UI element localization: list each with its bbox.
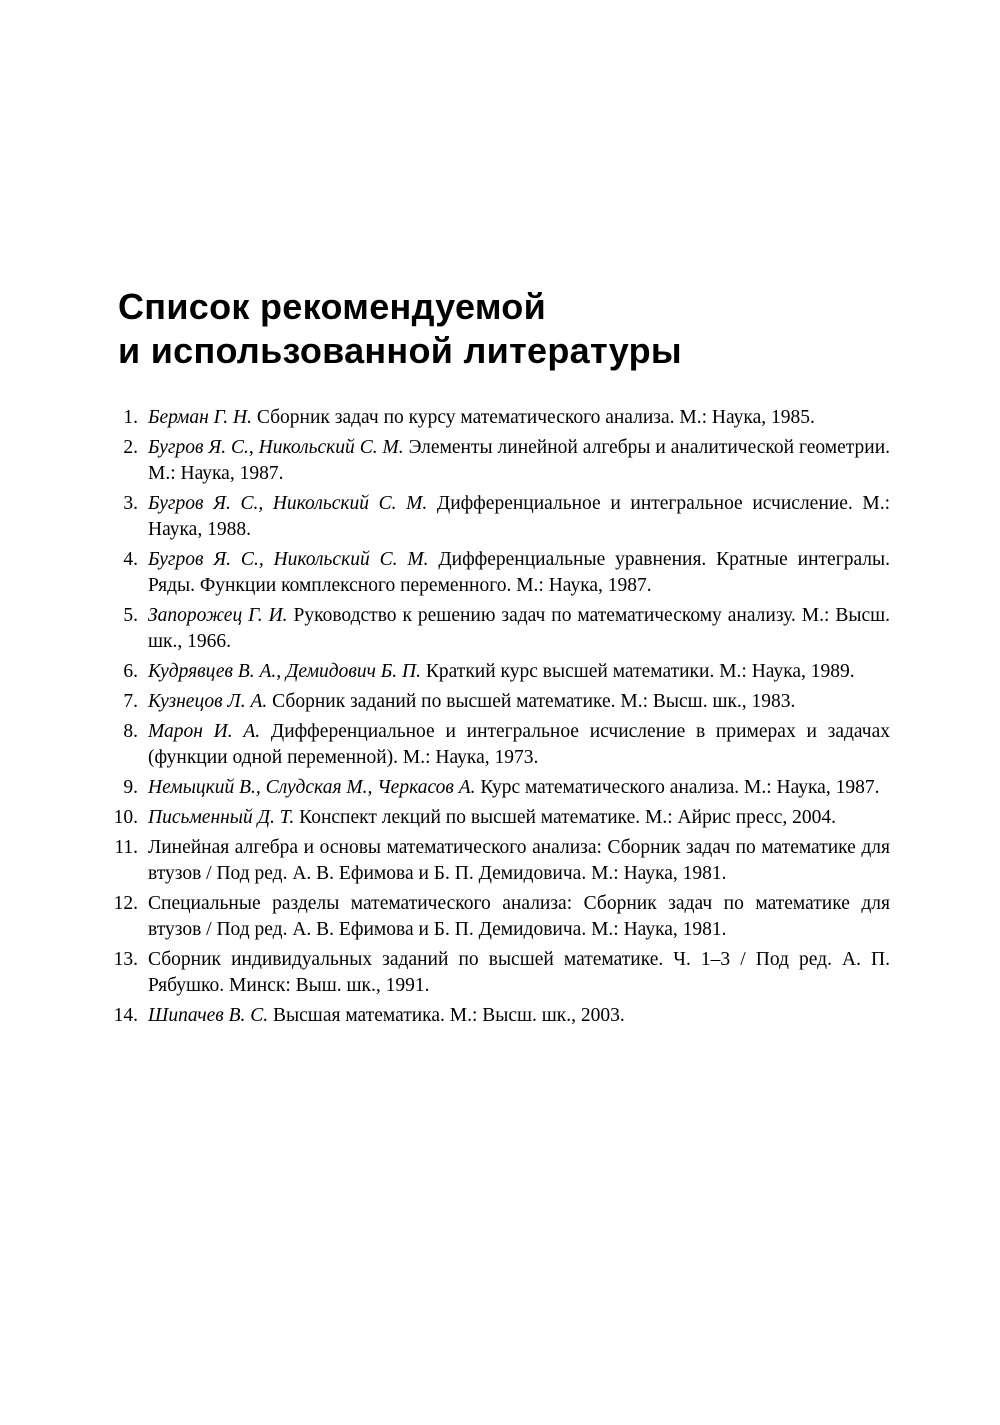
title-line-1: Список рекомендуемой <box>118 286 547 327</box>
bibliography-item <box>100 435 890 487</box>
item-authors: Бугров Я. С., Никольский С. М. <box>148 493 428 514</box>
bibliography-item <box>100 659 890 685</box>
bibliography-item <box>100 891 890 943</box>
item-number: 1. <box>123 407 138 428</box>
item-authors: Запорожец Г. И. <box>148 605 288 626</box>
item-text: Элементы линейной алгебры и аналитической геометрии. М.: Наука, 1987. <box>148 437 890 484</box>
item-number: 9. <box>123 777 138 798</box>
item-authors: Марон И. А. <box>148 721 261 742</box>
item-authors: Кудрявцев В. А., Демидович Б. П. <box>148 661 422 682</box>
item-text: Сборник индивидуальных заданий по высшей математике. Ч. 1–3 / Под ред. А. П. Рябушко. Минск: Выш. шк., 1991. <box>148 949 890 996</box>
item-number: 7. <box>123 691 138 712</box>
bibliography-item <box>100 491 890 543</box>
item-authors: Бугров Я. С., Никольский С. М. <box>148 549 429 570</box>
item-authors: Письменный Д. Т. <box>148 807 295 828</box>
item-text: Курс математического анализа. М.: Наука, 1987. <box>480 777 880 798</box>
bibliography-item <box>100 603 890 655</box>
title-line-2: и использованной литературы <box>118 330 682 371</box>
item-number: 11. <box>114 837 138 858</box>
page-title <box>118 285 682 373</box>
item-text: Дифференциальное и интегральное исчисление. М.: Наука, 1988. <box>148 493 890 540</box>
item-number: 12. <box>113 893 138 914</box>
item-text: Дифференциальное и интегральное исчисление в примерах и задачах (функции одной переменной). М.: Наука, 1973. <box>148 721 891 768</box>
bibliography-list <box>100 405 890 1033</box>
bibliography-item <box>100 775 890 801</box>
item-authors: Немыцкий В., Слудская М., Черкасов А. <box>148 777 476 798</box>
item-authors: Бугров Я. С., Никольский С. М. <box>148 437 404 458</box>
item-authors: Шипачев В. С. <box>148 1005 269 1026</box>
item-text: Сборник заданий по высшей математике. М.: Высш. шк., 1983. <box>272 691 796 712</box>
bibliography-item <box>100 835 890 887</box>
item-number: 6. <box>123 661 138 682</box>
bibliography-item <box>100 689 890 715</box>
bibliography-item <box>100 405 890 431</box>
item-text: Конспект лекций по высшей математике. М.: Айрис пресс, 2004. <box>299 807 837 828</box>
item-text: Руководство к решению задач по математическому анализу. М.: Высш. шк., 1966. <box>148 605 890 652</box>
item-text: Специальные разделы математического анализа: Сборник задач по математике для втузов / Под ред. А. В. Ефимова и Б. П. Демидовича. М.: Наука, 1981. <box>148 893 890 940</box>
bibliography-item <box>100 805 890 831</box>
item-number: 2. <box>123 437 138 458</box>
item-text: Краткий курс высшей математики. М.: Наука, 1989. <box>425 661 855 682</box>
bibliography-item <box>100 947 890 999</box>
bibliography-item <box>100 547 890 599</box>
item-number: 4. <box>123 549 138 570</box>
item-authors: Кузнецов Л. А. <box>148 691 268 712</box>
item-text: Высшая математика. М.: Высш. шк., 2003. <box>273 1005 625 1026</box>
item-text: Дифференциальные уравнения. Кратные интегралы. Ряды. Функции комплексного переменного. М.: Наука, 1987. <box>148 549 890 596</box>
item-text: Линейная алгебра и основы математического анализа: Сборник задач по математике для втузов / Под ред. А. В. Ефимова и Б. П. Демидовича. М.: Наука, 1981. <box>148 837 890 884</box>
bibliography-item <box>100 719 890 771</box>
item-number: 13. <box>113 949 138 970</box>
item-authors: Берман Г. Н. <box>148 407 253 428</box>
item-number: 14. <box>113 1005 138 1026</box>
item-number: 10. <box>113 807 138 828</box>
item-number: 3. <box>123 493 138 514</box>
item-text: Сборник задач по курсу математического анализа. М.: Наука, 1985. <box>256 407 815 428</box>
item-number: 5. <box>123 605 138 626</box>
item-number: 8. <box>123 721 138 742</box>
bibliography-item <box>100 1003 890 1029</box>
